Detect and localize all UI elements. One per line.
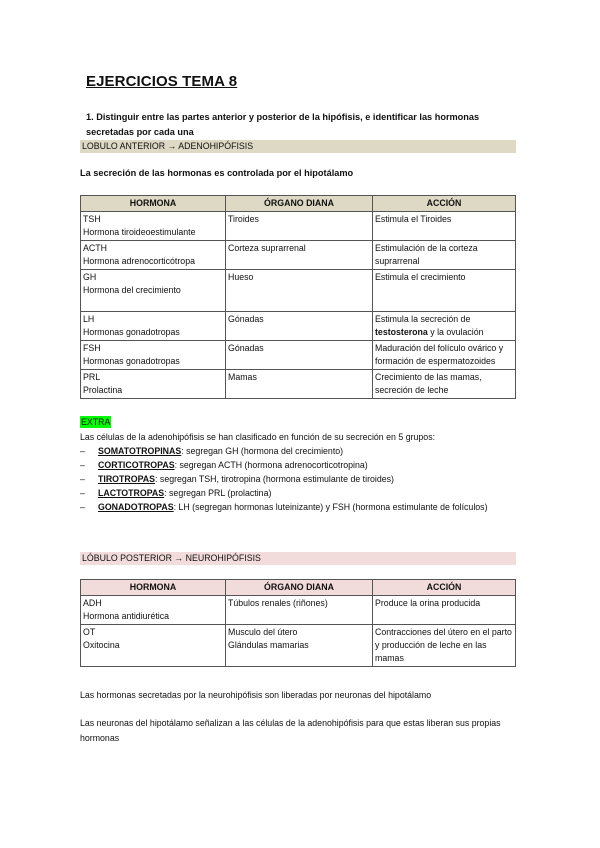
table-row bbox=[81, 596, 516, 625]
organ-cell: Túbulos renales (riñones) bbox=[226, 596, 373, 625]
action-cell: Crecimiento de las mamas, secreción de leche bbox=[373, 370, 516, 399]
action-cell: Estimula el Tiroides bbox=[373, 212, 516, 241]
action-cell: Contracciones del útero en el parto y producción de leche en las mamas bbox=[373, 625, 516, 667]
question-text: 1. Distinguir entre las partes anterior y posterior de la hipófisis, e identificar las hormonas secretadas por cada una bbox=[86, 112, 480, 137]
organ-cell: Gónadas bbox=[226, 312, 373, 341]
table-row bbox=[81, 312, 516, 341]
paragraph-neurohipofisis: Las hormonas secretadas por la neurohipófisis son liberadas por neuronas del hipotálamo bbox=[80, 690, 432, 700]
hormone-cell: ACTH Hormona adrenocorticótropa bbox=[81, 241, 226, 270]
table-row bbox=[81, 370, 516, 399]
organ-cell: Corteza suprarrenal bbox=[226, 241, 373, 270]
organ-cell: Hueso bbox=[226, 270, 373, 312]
extra-highlight-label: EXTRA bbox=[81, 417, 111, 427]
table-header-row bbox=[81, 196, 516, 212]
cell-groups-list bbox=[80, 444, 500, 514]
page-title: EJERCICIOS TEMA 8 bbox=[86, 73, 238, 90]
anterior-lobe-band: LOBULO ANTERIOR → ADENOHIPÓFISIS bbox=[80, 140, 516, 153]
hormone-cell: GH Hormona del crecimiento bbox=[81, 270, 226, 312]
hormone-cell: LH Hormonas gonadotropas bbox=[81, 312, 226, 341]
action-cell: Produce la orina producida bbox=[373, 596, 516, 625]
header-accion: ACCIÓN bbox=[373, 580, 516, 596]
table-row bbox=[81, 270, 516, 312]
organ-cell: Gónadas bbox=[226, 341, 373, 370]
action-cell: Estimula la secreción de testosterona y la ovulación bbox=[373, 312, 516, 341]
action-cell: Estimulación de la corteza suprarrenal bbox=[373, 241, 516, 270]
header-organo: ÓRGANO DIANA bbox=[226, 196, 373, 212]
table-header-row bbox=[81, 580, 516, 596]
list-item: – GONADOTROPAS: LH (segregan hormonas luteinizante) y FSH (hormona estimulante de folículos) bbox=[80, 502, 488, 512]
header-hormona: HORMONA bbox=[81, 196, 226, 212]
hormone-cell: OT Oxitocina bbox=[81, 625, 226, 667]
organ-cell: Musculo del útero Glándulas mamarias bbox=[226, 625, 373, 667]
hormone-cell: FSH Hormonas gonadotropas bbox=[81, 341, 226, 370]
list-item: – SOMATOTROPINAS: segregan GH (hormona del crecimiento) bbox=[80, 446, 344, 456]
extra-intro: Las células de la adenohipófisis se han clasificado en función de su secreción en 5 grupos: bbox=[80, 432, 436, 442]
header-accion: ACCIÓN bbox=[373, 196, 516, 212]
hormone-cell: ADH Hormona antidiurética bbox=[81, 596, 226, 625]
posterior-hormone-table bbox=[80, 579, 516, 667]
posterior-lobe-band: LÓBULO POSTERIOR → NEUROHIPÓFISIS bbox=[80, 552, 516, 565]
header-organo: ÓRGANO DIANA bbox=[226, 580, 373, 596]
header-hormona: HORMONA bbox=[81, 580, 226, 596]
organ-cell: Mamas bbox=[226, 370, 373, 399]
table-row bbox=[81, 241, 516, 270]
action-cell: Estimula el crecimiento bbox=[373, 270, 516, 312]
list-item: – LACTOTROPAS: segregan PRL (prolactina) bbox=[80, 488, 272, 498]
paragraph-hipotalamo: Las neuronas del hipotálamo señalizan a las células de la adenohipófisis para que estas liberan sus propias hormonas bbox=[80, 718, 501, 743]
anterior-hormone-table bbox=[80, 195, 516, 399]
anterior-subtitle: La secreción de las hormonas es controlada por el hipotálamo bbox=[80, 168, 354, 178]
table-row bbox=[81, 625, 516, 667]
list-item: – CORTICOTROPAS: segregan ACTH (hormona adrenocorticotropina) bbox=[80, 460, 368, 470]
list-item: – TIROTROPAS: segregan TSH, tirotropina (hormona estimulante de tiroides) bbox=[80, 474, 394, 484]
hormone-cell: PRL Prolactina bbox=[81, 370, 226, 399]
table-row bbox=[81, 212, 516, 241]
hormone-cell: TSH Hormona tiroideoestimulante bbox=[81, 212, 226, 241]
action-cell: Maduración del folículo ovárico y formación de espermatozoides bbox=[373, 341, 516, 370]
organ-cell: Tiroides bbox=[226, 212, 373, 241]
table-row bbox=[81, 341, 516, 370]
